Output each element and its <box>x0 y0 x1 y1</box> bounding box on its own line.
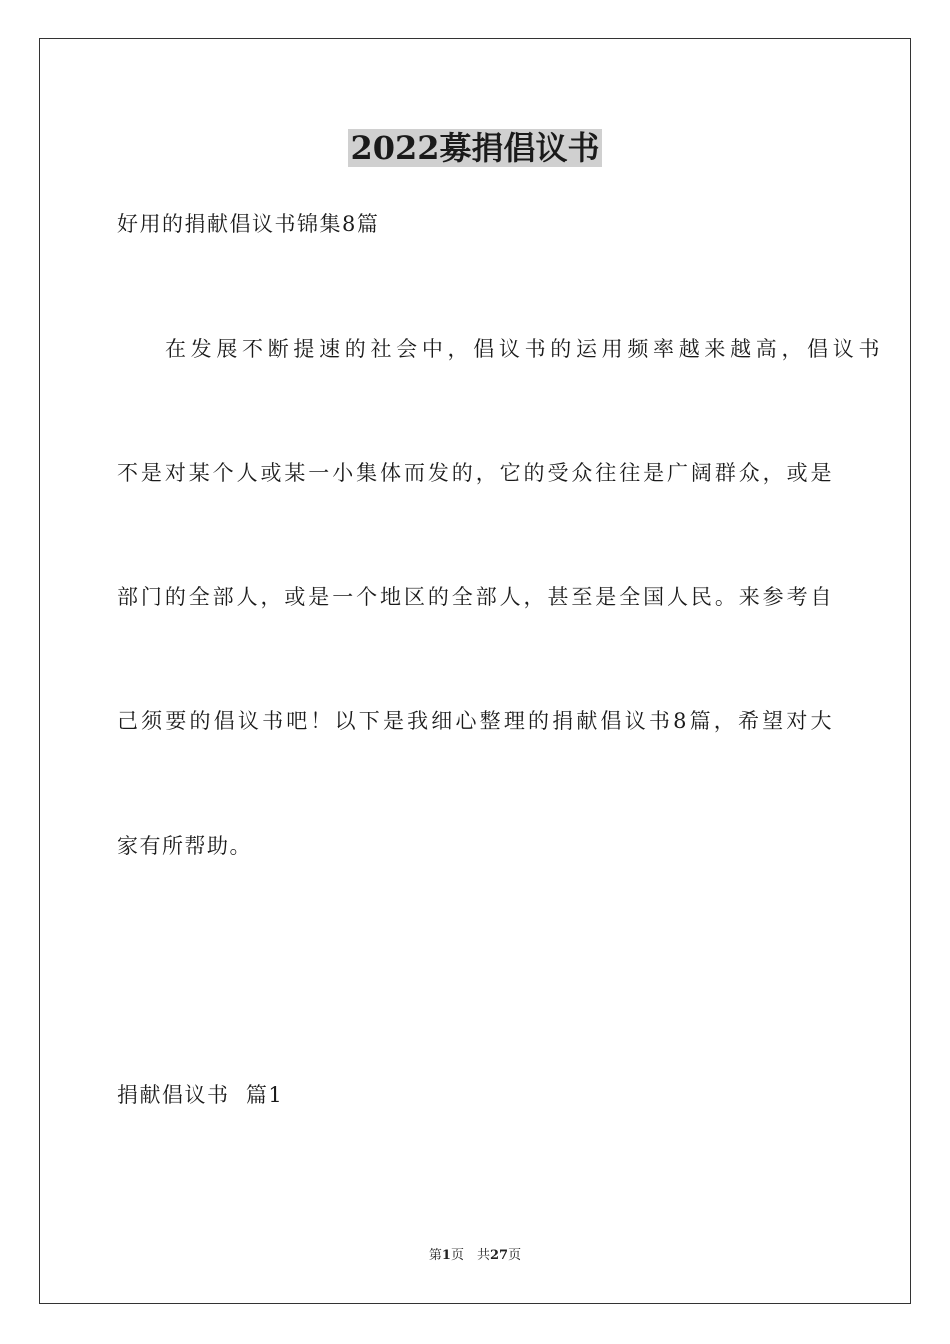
title-text: 2022募捐倡议书 <box>350 129 600 167</box>
footer-total-pages: 27 <box>489 1248 509 1263</box>
footer-page-prefix: 第 <box>428 1248 442 1263</box>
footer-page-mid: 页 共 <box>450 1248 490 1263</box>
paragraph-line: 家有所帮助。 <box>117 834 252 858</box>
paragraph-line: 在发展不断提速的社会中，倡议书的运用频率越来越高，倡议书 <box>165 337 881 361</box>
footer-page-suffix: 页 <box>508 1248 522 1263</box>
paragraph-line: 部门的全部人，或是一个地区的全部人，甚至是全国人民。来参考自 <box>117 585 833 609</box>
paragraph-line: 己须要的倡议书吧！以下是我细心整理的捐献倡议书8篇，希望对大 <box>117 709 833 733</box>
page-footer <box>0 1246 950 1266</box>
paragraph-line: 不是对某个人或某一小集体而发的，它的受众往往是广阔群众，或是 <box>117 461 833 485</box>
document-title <box>0 126 950 170</box>
footer-page-number: 1 <box>441 1248 451 1263</box>
document-subtitle: 好用的捐献倡议书锦集8篇 <box>117 212 380 236</box>
section-heading: 捐献倡议书 篇1 <box>117 1083 284 1107</box>
